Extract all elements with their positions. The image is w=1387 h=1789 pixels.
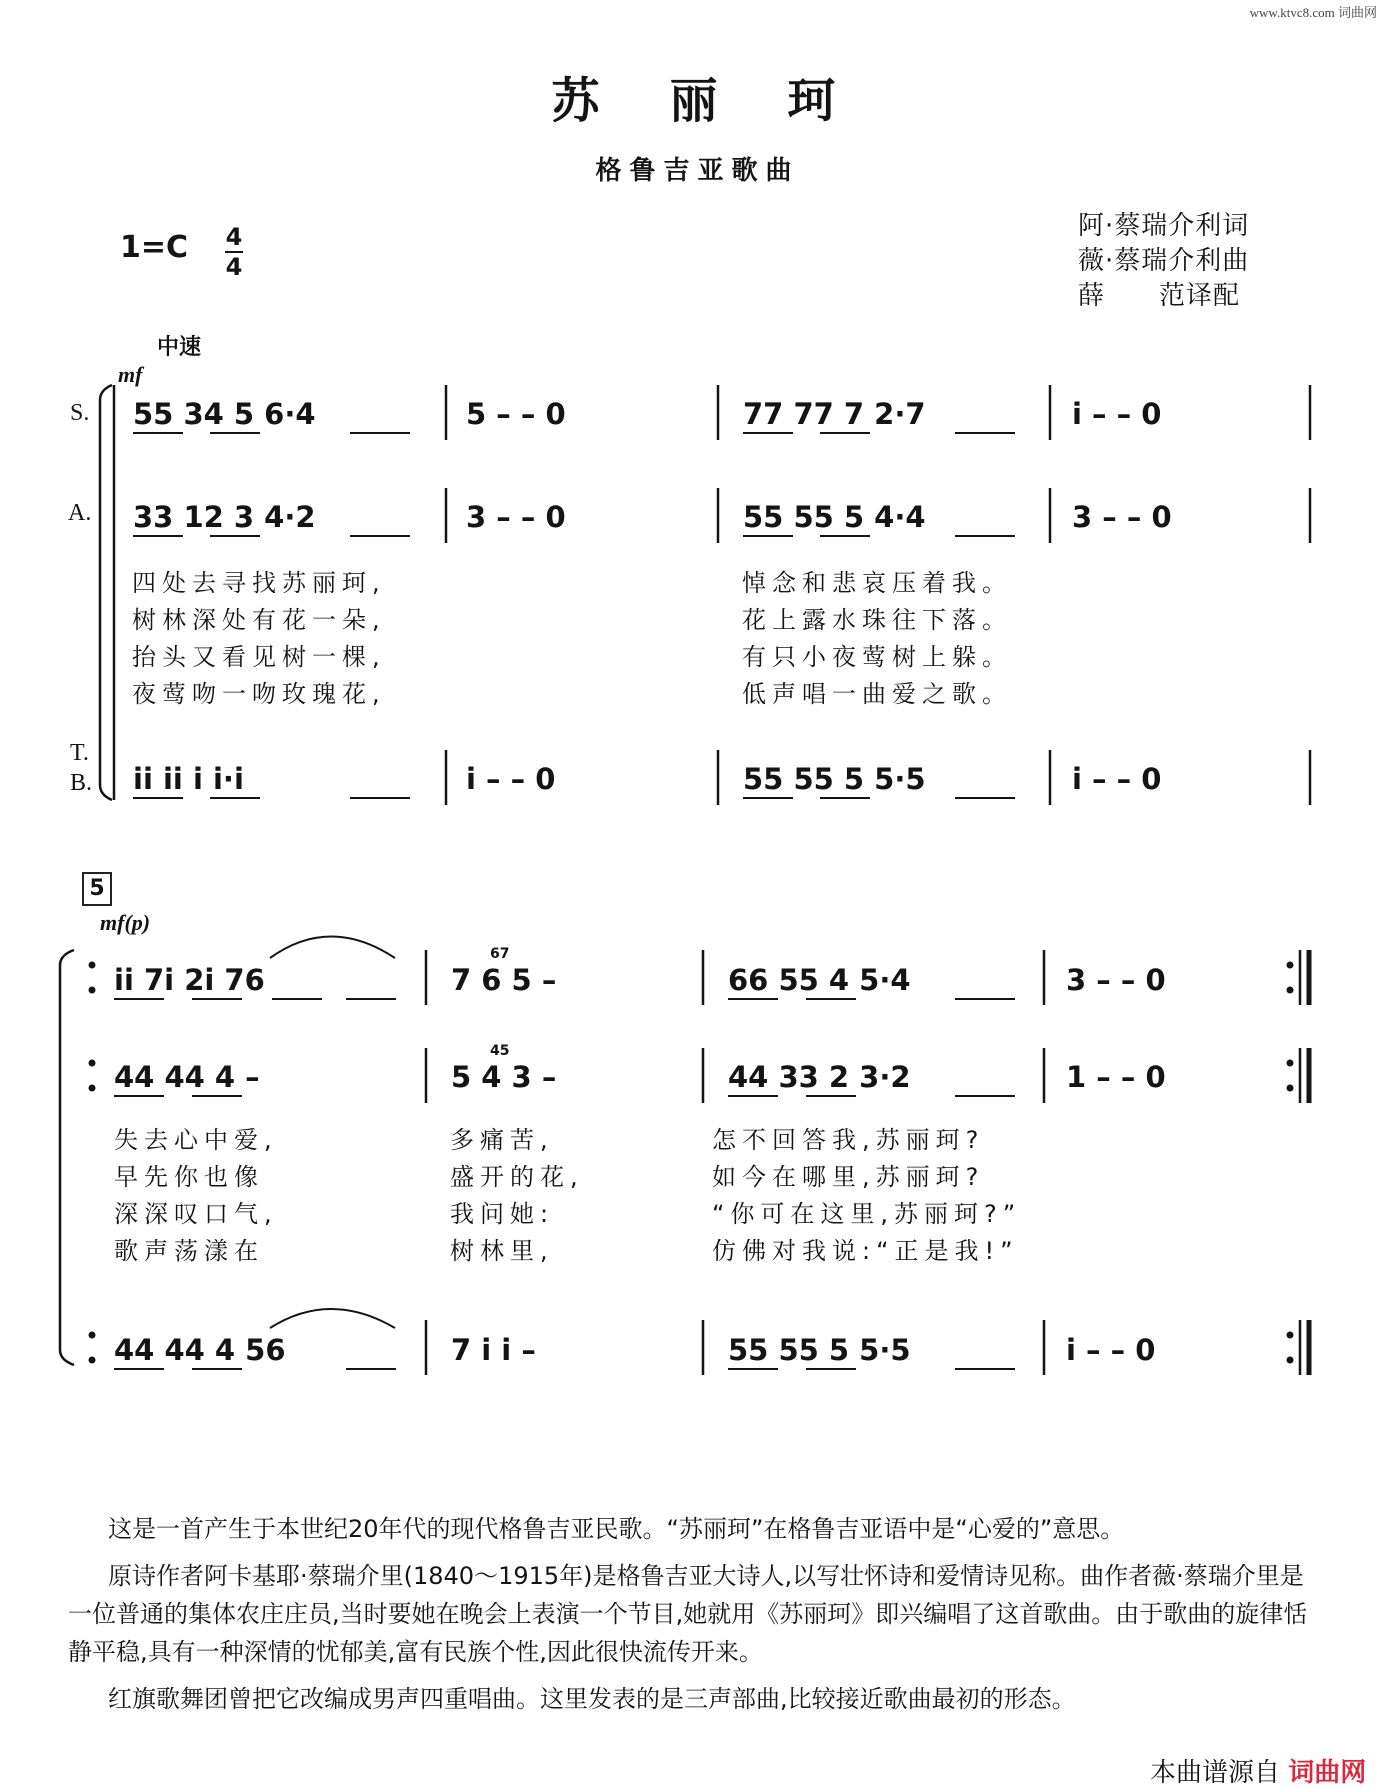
tempo-marking: 中速 (157, 335, 202, 360)
system2-lyric-verse3-b: 我问她: (450, 1200, 555, 1228)
system1-alto-bar1: 33 12 3 4·2 (133, 500, 316, 534)
time-signature-top: 4 (225, 223, 243, 251)
credit-translator: 薛 范译配 (1078, 281, 1241, 311)
system2-soprano-bar3: 66 55 4 5·4 (728, 963, 911, 997)
song-notes (68, 1510, 1318, 1727)
system2-alto-bar3: 44 33 2 3·2 (728, 1060, 911, 1094)
notes-paragraph-1: 这是一首产生于本世纪20年代的现代格鲁吉亚民歌。“苏丽珂”在格鲁吉亚语中是“心爱的”意思。 (108, 1515, 1125, 1543)
system1-alto-bar3: 55 55 5 4·4 (743, 500, 926, 534)
header-url: www.ktvc8.com 词曲网 (1249, 5, 1377, 20)
system1-tenor-bass-bar3: 55 55 5 5·5 (743, 762, 926, 796)
source-brand: 词曲网 (1288, 1758, 1367, 1788)
song-subtitle: 格鲁吉亚歌曲 (595, 156, 800, 186)
system2-lyric-verse4-a: 歌声荡漾在 (114, 1237, 264, 1265)
system1-tenor-bass-bar4: i – – 0 (1072, 762, 1162, 796)
system1-lyric-verse2-b: 花上露水珠往下落。 (742, 606, 1012, 634)
system1-soprano-bar4: i – – 0 (1072, 397, 1162, 431)
dynamic-mf-p: mf(p) (100, 910, 151, 935)
source-prefix: 本曲谱源自 (1150, 1758, 1281, 1788)
system1-soprano-bar3: 77 77 7 2·7 (743, 397, 926, 431)
system1-lyric-verse3-b: 有只小夜莺树上躲。 (742, 643, 1012, 671)
system2-lyric-verse4-c: 仿佛对我说:“正是我!” (712, 1237, 1019, 1265)
system2-tenor-bass-bar2: 7 i i – (451, 1333, 536, 1367)
system1-bracket (100, 385, 112, 800)
time-signature-bottom: 4 (225, 253, 243, 281)
system2-lyric-verse2-b: 盛开的花, (450, 1163, 584, 1191)
system1-tenor-bass-bar1: ii ii i i·i (133, 762, 244, 796)
key-signature: 1=C (120, 230, 189, 265)
system2-alto-bar2: 5 4 3 – (451, 1060, 557, 1094)
rehearsal-mark: 5 (82, 872, 112, 906)
system2-alto-bar1: 44 44 4 – (114, 1060, 260, 1094)
system1-lyric-verse1-b: 悼念和悲哀压着我。 (742, 569, 1012, 597)
system1-alto-bar4: 3 – – 0 (1072, 500, 1172, 534)
system2-lyric-verse1-c: 怎不回答我,苏丽珂? (712, 1126, 985, 1154)
grace-note-45: 45 (490, 1043, 510, 1059)
system2-tenor-bass-bar1: 44 44 4 56 (114, 1333, 286, 1367)
system1-lyric-verse1-a: 四处去寻找苏丽珂, (132, 569, 386, 597)
voice-label-alto: A. (68, 500, 92, 526)
notes-paragraph-3: 红旗歌舞团曾把它改编成男声四重唱曲。这里发表的是三声部曲,比较接近歌曲最初的形态。 (108, 1685, 1076, 1713)
credit-lyricist: 阿·蔡瑞介利词 (1078, 211, 1250, 241)
system2-lyric-verse2-a: 早先你也像 (114, 1163, 264, 1191)
notes-paragraph-2: 原诗作者阿卡基耶·蔡瑞介里(1840～1915年)是格鲁吉亚大诗人,以写壮怀诗和爱情诗见称。曲作者薇·蔡瑞介里是一位普通的集体农庄庄员,当时要她在晚会上表演一个节目,她就用《苏丽珂》即兴编唱了这首歌曲。由于歌曲的旋律恬静平稳,具有一种深情的忧郁美,富有民族个性,因此很快流传开来。 (68, 1562, 1308, 1666)
system2-alto-bar4: 1 – – 0 (1066, 1060, 1166, 1094)
grace-note-67: 67 (490, 946, 510, 962)
system2-lyric-verse1-b: 多痛苦, (450, 1126, 554, 1154)
system2-lyric-verse1-a: 失去心中爱, (114, 1126, 278, 1154)
system2-tenor-bass-bar4: i – – 0 (1066, 1333, 1156, 1367)
system2-soprano-bar4: 3 – – 0 (1066, 963, 1166, 997)
system2-lyric-verse3-c: “你可在这里,苏丽珂?” (712, 1200, 1022, 1228)
system2-bracket (60, 950, 74, 1365)
system1-lyric-verse3-a: 抬头又看见树一棵, (132, 643, 386, 671)
dynamic-mf: mf (118, 362, 143, 387)
song-title: 苏丽珂 (551, 73, 906, 129)
system1-soprano-bar1: 55 34 5 6·4 (133, 397, 316, 431)
system1-alto-bar2: 3 – – 0 (466, 500, 566, 534)
system1-tenor-bass-bar2: i – – 0 (466, 762, 556, 796)
system1-lyric-verse2-a: 树林深处有花一朵, (132, 606, 386, 634)
system1-lyric-verse4-a: 夜莺吻一吻玫瑰花, (132, 680, 386, 708)
system2-lyric-verse2-c: 如今在哪里,苏丽珂? (712, 1163, 985, 1191)
system2-tenor-bass-bar3: 55 55 5 5·5 (728, 1333, 911, 1367)
system2-soprano-bar1: ii 7i 2i 76 (114, 963, 265, 997)
system2-lyric-verse3-a: 深深叹口气, (114, 1200, 278, 1228)
source-credit (1150, 1752, 1366, 1789)
voice-label-tenor: T. (70, 740, 89, 766)
credit-composer: 薇·蔡瑞介利曲 (1078, 246, 1250, 276)
voice-label-bass: B. (70, 770, 93, 796)
voice-label-soprano: S. (70, 400, 90, 426)
system2-soprano-bar2: 7 6 5 – (451, 963, 557, 997)
system1-lyric-verse4-b: 低声唱一曲爱之歌。 (742, 680, 1012, 708)
system1-soprano-bar2: 5 – – 0 (466, 397, 566, 431)
system2-lyric-verse4-b: 树林里, (450, 1237, 554, 1265)
